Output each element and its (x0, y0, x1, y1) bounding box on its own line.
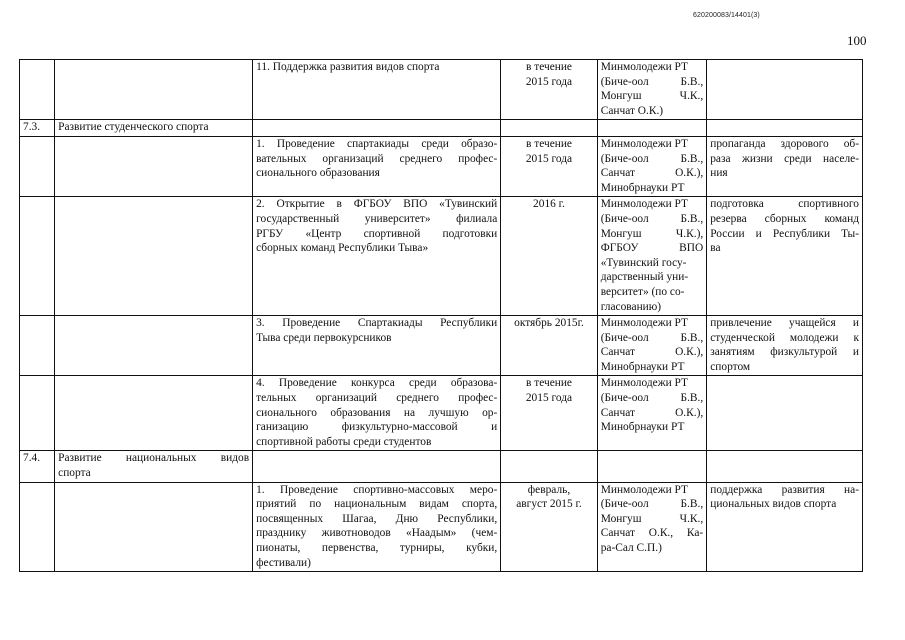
resp-line: (Биче-оол Б.В., (600, 212, 704, 225)
resp-line: Монгуш Ч.К., (600, 512, 704, 525)
event-line: РГБУ «Центр спортивной подготовки (256, 227, 498, 240)
section-number: 7.3. (20, 120, 55, 137)
responsible-cell (597, 482, 707, 572)
table-row (20, 136, 863, 196)
resp-line: Минмолодежи РТ (600, 198, 688, 211)
result-line: ния (710, 167, 728, 180)
resp-line: Минмолодежи РТ (600, 483, 688, 496)
section-title-line: спорта (58, 467, 91, 480)
date-cell (501, 136, 597, 196)
event-cell (253, 451, 501, 482)
page-number: 100 (847, 33, 867, 48)
num-cell (20, 197, 55, 316)
date-line: август 2015 г. (516, 498, 582, 511)
responsible-cell (597, 60, 707, 120)
event-line: 2. Открытие в ФГБОУ ВПО «Тувинский (256, 198, 498, 211)
result-cell (707, 316, 863, 376)
event-line: спортивной работы среди студентов (256, 435, 432, 448)
event-line: ганизацию физкультурно-массовой и (256, 421, 498, 434)
resp-line: Минобрнауки РТ (600, 181, 685, 194)
event-line: государственный университет» филиала (256, 212, 498, 225)
event-line: 1. Проведение спортивно-массовых меро- (256, 483, 498, 496)
section-row (20, 451, 863, 482)
result-cell (707, 136, 863, 196)
resp-line: верситет» (по со- (600, 285, 685, 298)
date-line: 2015 года (525, 392, 573, 405)
title-cell (55, 482, 253, 572)
table-row (20, 376, 863, 451)
responsible-cell (597, 136, 707, 196)
table-row (20, 316, 863, 376)
date-cell (501, 197, 597, 316)
event-cell (253, 197, 501, 316)
section-title-line: Развитие национальных видов (58, 452, 250, 465)
event-cell (253, 376, 501, 451)
result-line: занятиям физкультурой и (710, 346, 859, 359)
resp-line: Монгуш Ч.К., (600, 90, 704, 103)
event-cell (253, 120, 501, 137)
result-cell (707, 482, 863, 572)
result-line: привлечение учащейся и (710, 317, 859, 330)
event-line: 11. Поддержка развития видов спорта (256, 61, 440, 73)
result-line: подготовка спортивного (710, 198, 859, 211)
date-line: в течение (525, 377, 572, 390)
resp-line: (Биче-оол Б.В., (600, 331, 704, 344)
date-cell (501, 376, 597, 451)
event-line: пионаты, первенства, турниры, кубки, (256, 542, 498, 555)
resp-line: Монгуш Ч.К.), (600, 227, 704, 240)
section-title (55, 451, 253, 482)
resp-line: ра-Сал С.П.) (600, 542, 662, 555)
resp-line: ФГБОУ ВПО (600, 242, 704, 255)
resp-line: Минмолодежи РТ (600, 377, 688, 390)
event-line: приятий по национальным видам спорта, (256, 498, 498, 511)
date-cell (501, 60, 597, 120)
resp-line: Минмолодежи РТ (600, 137, 688, 150)
event-cell (253, 60, 501, 120)
event-line: вательных организаций среднего профес- (256, 152, 498, 165)
event-cell (253, 316, 501, 376)
resp-line: гласованию) (600, 300, 662, 313)
event-cell (253, 136, 501, 196)
title-cell (55, 136, 253, 196)
event-line: тельных организаций среднего профес- (256, 392, 498, 405)
resp-line: (Биче-оол Б.В., (600, 75, 704, 88)
resp-line: Минобрнауки РТ (600, 421, 685, 434)
resp-line: «Тувинский госу- (600, 256, 687, 269)
event-line: Тыва среди первокурсников (256, 331, 392, 344)
section-row (20, 120, 863, 137)
resp-line: (Биче-оол Б.В., (600, 498, 704, 511)
event-cell (253, 482, 501, 572)
result-cell (707, 376, 863, 451)
date-cell (501, 482, 597, 572)
event-line: посвященных Шагаа, Дню Республики, (256, 512, 498, 525)
num-cell (20, 316, 55, 376)
event-line: сионального образования (256, 167, 380, 180)
title-cell (55, 60, 253, 120)
result-line: России и Республики Ты- (710, 227, 859, 240)
num-cell (20, 60, 55, 120)
resp-line: Санчат О.К.), (600, 406, 704, 419)
event-line: фестивали) (256, 556, 311, 569)
responsible-cell (597, 316, 707, 376)
resp-line: Санчат О.К.), (600, 167, 704, 180)
title-cell (55, 376, 253, 451)
section-title: Развитие студенческого спорта (55, 120, 253, 137)
resp-line: Минобрнауки РТ (600, 360, 685, 373)
resp-line: Минмолодежи РТ (600, 317, 688, 330)
resp-line: Минмолодежи РТ (600, 61, 688, 73)
document-code: 620200083/14401(3) (693, 12, 760, 19)
resp-line: (Биче-оол Б.В., (600, 392, 704, 405)
responsible-cell (597, 376, 707, 451)
result-line: поддержка развития на- (710, 483, 859, 496)
event-line: 3. Проведение Спартакиады Республики (256, 317, 498, 330)
result-line: циональных видов спорта (710, 498, 837, 511)
date-line: февраль, (527, 483, 571, 496)
table-row (20, 60, 863, 120)
date-line: в течение (525, 137, 572, 150)
title-cell (55, 197, 253, 316)
result-cell (707, 451, 863, 482)
responsible-cell (597, 120, 707, 137)
result-line: резерва сборных команд (710, 212, 859, 225)
date-line: в течение (525, 61, 572, 73)
result-line: ва (710, 242, 721, 255)
table-row (20, 197, 863, 316)
resp-line: Санчат О.К.) (600, 104, 664, 117)
result-line: пропаганда здорового об- (710, 137, 859, 150)
date-cell (501, 120, 597, 137)
num-cell (20, 482, 55, 572)
result-cell (707, 120, 863, 137)
result-cell (707, 197, 863, 316)
sports-plan-table (19, 59, 863, 572)
date-cell (501, 316, 597, 376)
result-line: студенческой молодежи к (710, 331, 859, 344)
event-line: 4. Проведение конкурса среди образова- (256, 377, 498, 390)
result-line: раза жизни среди населе- (710, 152, 859, 165)
event-line: 1. Проведение спартакиады среди образо- (256, 137, 498, 150)
result-cell (707, 60, 863, 120)
date-line: 2015 года (525, 152, 573, 165)
resp-line: (Биче-оол Б.В., (600, 152, 704, 165)
resp-line: Санчат О.К., Ка- (600, 527, 704, 540)
resp-line: Санчат О.К.), (600, 346, 704, 359)
date-line: 2015 года (525, 75, 573, 88)
event-line: празднику животноводов «Наадым» (чем- (256, 527, 498, 540)
date-line: 2016 г. (533, 198, 565, 211)
num-cell (20, 136, 55, 196)
date-cell (501, 451, 597, 482)
responsible-cell (597, 197, 707, 316)
section-number: 7.4. (20, 451, 55, 482)
num-cell (20, 376, 55, 451)
date-line: октябрь 2015г. (514, 317, 584, 330)
title-cell (55, 316, 253, 376)
event-line: сионального образования на лучшую ор- (256, 406, 498, 419)
table-row (20, 482, 863, 572)
event-line: сборных команд Республики Тыва» (256, 242, 429, 255)
resp-line: дарственный уни- (600, 271, 689, 284)
responsible-cell (597, 451, 707, 482)
result-line: спортом (710, 360, 751, 373)
